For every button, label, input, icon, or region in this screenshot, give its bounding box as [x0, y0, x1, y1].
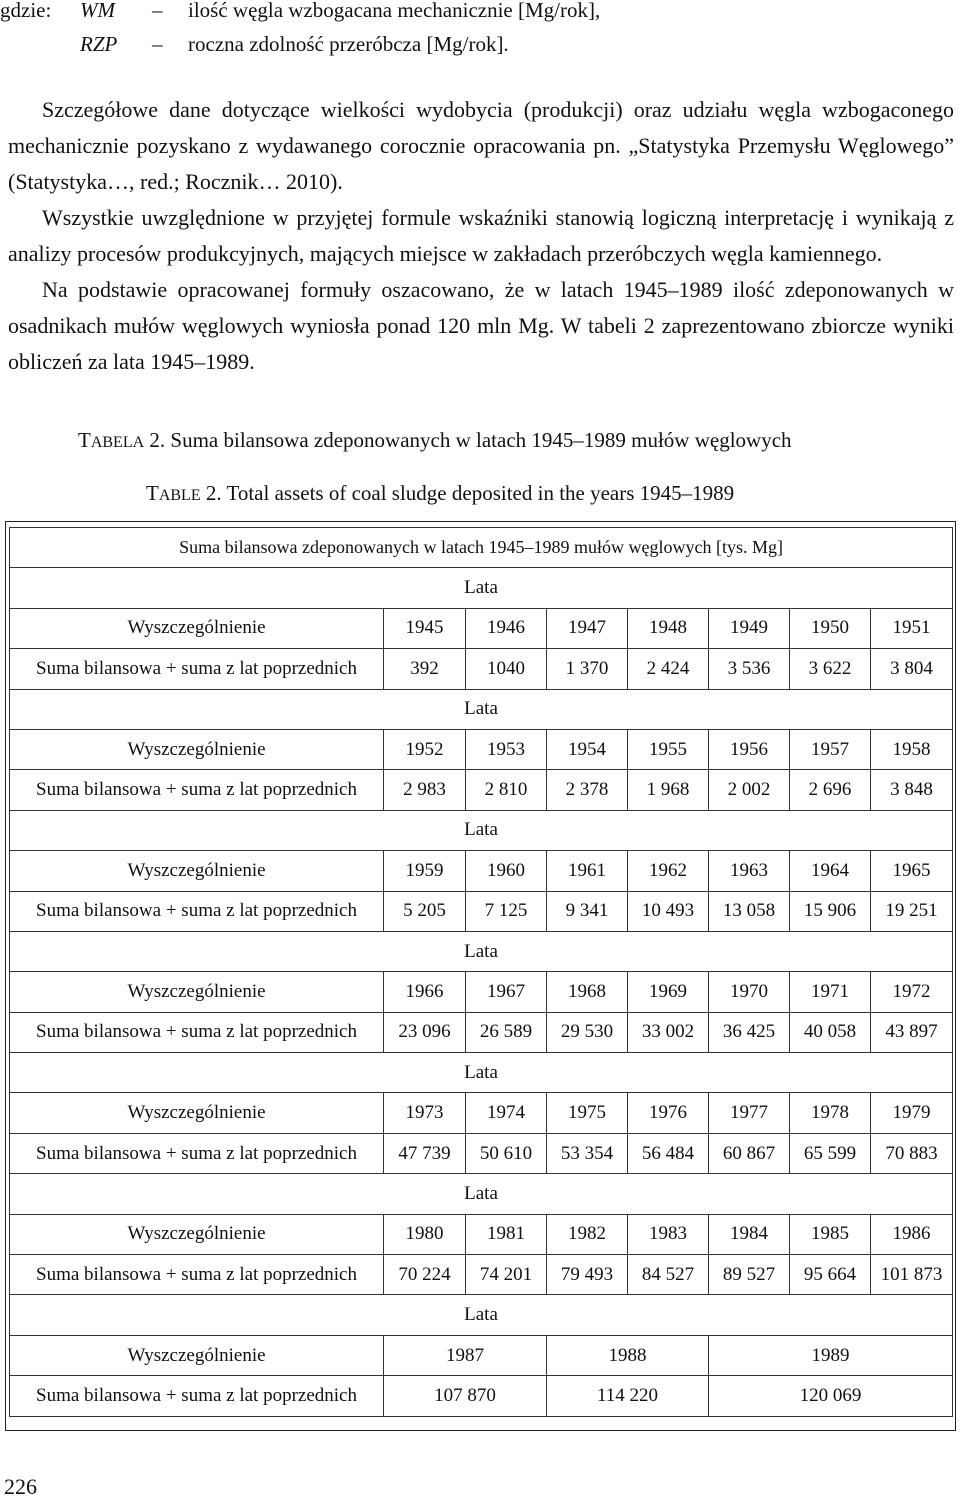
year-cell: 1980 — [384, 1214, 466, 1254]
years-row — [10, 1093, 953, 1133]
row-label: Suma bilansowa + suma z lat poprzednich — [10, 1133, 384, 1173]
lata-row — [10, 689, 953, 729]
value-cell: 1040 — [466, 649, 547, 689]
lata-row — [10, 810, 953, 850]
value-cell: 2 696 — [790, 770, 871, 810]
value-cell: 26 589 — [466, 1012, 547, 1052]
value-cell: 3 622 — [790, 649, 871, 689]
sum-row — [10, 891, 953, 931]
row-label: Suma bilansowa + suma z lat poprzednich — [10, 1255, 384, 1295]
value-cell: 2 983 — [384, 770, 466, 810]
value-cell: 50 610 — [466, 1133, 547, 1173]
sum-row — [10, 1133, 953, 1173]
year-cell: 1982 — [547, 1214, 628, 1254]
value-cell: 9 341 — [547, 891, 628, 931]
year-cell: 1983 — [628, 1214, 709, 1254]
value-cell: 70 883 — [871, 1133, 953, 1173]
table-title-row — [10, 528, 953, 568]
year-cell: 1954 — [547, 729, 628, 769]
value-cell: 114 220 — [547, 1376, 709, 1416]
year-cell: 1959 — [384, 851, 466, 891]
year-cell: 1988 — [547, 1335, 709, 1375]
year-cell: 1968 — [547, 972, 628, 1012]
data-table — [9, 527, 953, 1417]
value-cell: 15 906 — [790, 891, 871, 931]
year-cell: 1948 — [628, 608, 709, 648]
paragraph: Wszystkie uwzględnione w przyjętej formule wskaźniki stanowią logiczną interpretację i wynikają z analizy procesów produkcyjnych, mających miejsce w zakładach przeróbczych węgla kamiennego. — [8, 205, 954, 266]
year-cell: 1963 — [709, 851, 790, 891]
value-cell: 13 058 — [709, 891, 790, 931]
year-cell: 1985 — [790, 1214, 871, 1254]
lata-header: Lata — [10, 1174, 953, 1214]
year-cell: 1989 — [709, 1335, 953, 1375]
value-cell: 3 804 — [871, 649, 953, 689]
sum-row — [10, 1376, 953, 1416]
sum-row — [10, 649, 953, 689]
value-cell: 36 425 — [709, 1012, 790, 1052]
value-cell: 74 201 — [466, 1255, 547, 1295]
value-cell: 3 848 — [871, 770, 953, 810]
value-cell: 60 867 — [709, 1133, 790, 1173]
year-cell: 1970 — [709, 972, 790, 1012]
value-cell: 89 527 — [709, 1255, 790, 1295]
years-row — [10, 1214, 953, 1254]
year-cell: 1946 — [466, 608, 547, 648]
year-cell: 1979 — [871, 1093, 953, 1133]
page-number: 226 — [4, 1474, 37, 1499]
sum-row — [10, 1255, 953, 1295]
years-row — [10, 729, 953, 769]
value-cell: 19 251 — [871, 891, 953, 931]
year-cell: 1953 — [466, 729, 547, 769]
value-cell: 2 424 — [628, 649, 709, 689]
year-cell: 1977 — [709, 1093, 790, 1133]
row-label: Wyszczególnienie — [10, 1335, 384, 1375]
year-cell: 1949 — [709, 608, 790, 648]
lata-row — [10, 1174, 953, 1214]
value-cell: 53 354 — [547, 1133, 628, 1173]
year-cell: 1976 — [628, 1093, 709, 1133]
value-cell: 5 205 — [384, 891, 466, 931]
years-row — [10, 608, 953, 648]
year-cell: 1984 — [709, 1214, 790, 1254]
caption-text: 2. Suma bilansowa zdeponowanych w latach 1945–1989 mułów węglowych — [144, 428, 792, 452]
legend-dash: – — [152, 32, 163, 56]
caption-smallcaps: ABELA — [90, 434, 145, 451]
year-cell: 1961 — [547, 851, 628, 891]
row-label: Wyszczególnienie — [10, 608, 384, 648]
year-cell: 1955 — [628, 729, 709, 769]
year-cell: 1966 — [384, 972, 466, 1012]
legend-symbol: RZP — [80, 32, 118, 56]
value-cell: 392 — [384, 649, 466, 689]
year-cell: 1973 — [384, 1093, 466, 1133]
legend-description: roczna zdolność przeróbcza [Mg/rok]. — [188, 32, 509, 56]
value-cell: 107 870 — [384, 1376, 547, 1416]
year-cell: 1967 — [466, 972, 547, 1012]
lata-header: Lata — [10, 1295, 953, 1335]
year-cell: 1969 — [628, 972, 709, 1012]
caption-lead: T — [146, 481, 159, 505]
value-cell: 1 968 — [628, 770, 709, 810]
year-cell: 1952 — [384, 729, 466, 769]
row-label: Suma bilansowa + suma z lat poprzednich — [10, 649, 384, 689]
year-cell: 1965 — [871, 851, 953, 891]
row-label: Wyszczególnienie — [10, 729, 384, 769]
year-cell: 1962 — [628, 851, 709, 891]
lata-row — [10, 568, 953, 608]
lata-row — [10, 1295, 953, 1335]
value-cell: 3 536 — [709, 649, 790, 689]
year-cell: 1978 — [790, 1093, 871, 1133]
value-cell: 84 527 — [628, 1255, 709, 1295]
value-cell: 40 058 — [790, 1012, 871, 1052]
year-cell: 1986 — [871, 1214, 953, 1254]
value-cell: 43 897 — [871, 1012, 953, 1052]
value-cell: 95 664 — [790, 1255, 871, 1295]
year-cell: 1945 — [384, 608, 466, 648]
value-cell: 23 096 — [384, 1012, 466, 1052]
table-caption-pl — [0, 428, 960, 453]
row-label: Wyszczególnienie — [10, 1093, 384, 1133]
paragraph: Szczegółowe dane dotyczące wielkości wydobycia (produkcji) oraz udziału węgla wzbogaconego mechanicznie pozyskano z wydawanego corocznie opracowania pn. „Statystyka Przemysłu Węglowego” (Statystyka…, red.; Rocznik… 2010). — [8, 97, 954, 194]
value-cell: 120 069 — [709, 1376, 953, 1416]
value-cell: 2 002 — [709, 770, 790, 810]
year-cell: 1975 — [547, 1093, 628, 1133]
paragraph: Na podstawie opracowanej formuły oszacowano, że w latach 1945–1989 ilość zdeponowanych w osadnikach mułów węglowych wyniosła ponad 120 mln Mg. W tabeli 2 zaprezentowano zbiorcze wyniki obliczeń za lata 1945–1989. — [8, 277, 954, 374]
lata-row — [10, 931, 953, 971]
table-title: Suma bilansowa zdeponowanych w latach 1945–1989 mułów węglowych [tys. Mg] — [10, 528, 953, 568]
legend-symbol: WM — [80, 0, 115, 22]
value-cell: 10 493 — [628, 891, 709, 931]
year-cell: 1951 — [871, 608, 953, 648]
caption-smallcaps: ABLE — [158, 487, 201, 504]
caption-lead: T — [78, 428, 91, 452]
year-cell: 1957 — [790, 729, 871, 769]
year-cell: 1981 — [466, 1214, 547, 1254]
value-cell: 2 810 — [466, 770, 547, 810]
value-cell: 65 599 — [790, 1133, 871, 1173]
year-cell: 1947 — [547, 608, 628, 648]
year-cell: 1987 — [384, 1335, 547, 1375]
row-label: Wyszczególnienie — [10, 972, 384, 1012]
value-cell: 1 370 — [547, 649, 628, 689]
row-label: Wyszczególnienie — [10, 1214, 384, 1254]
value-cell: 2 378 — [547, 770, 628, 810]
value-cell: 7 125 — [466, 891, 547, 931]
value-cell: 47 739 — [384, 1133, 466, 1173]
years-row — [10, 1335, 953, 1375]
body-text — [8, 92, 954, 380]
year-cell: 1972 — [871, 972, 953, 1012]
value-cell: 33 002 — [628, 1012, 709, 1052]
legend-description: ilość węgla wzbogacana mechanicznie [Mg/rok], — [188, 0, 601, 22]
value-cell: 56 484 — [628, 1133, 709, 1173]
sum-row — [10, 1012, 953, 1052]
sum-row — [10, 770, 953, 810]
lata-row — [10, 1053, 953, 1093]
caption-text: 2. Total assets of coal sludge deposited in the years 1945–1989 — [200, 481, 735, 505]
lata-header: Lata — [10, 810, 953, 850]
year-cell: 1950 — [790, 608, 871, 648]
years-row — [10, 972, 953, 1012]
lata-header: Lata — [10, 1053, 953, 1093]
table-caption-en — [0, 481, 960, 506]
row-label: Suma bilansowa + suma z lat poprzednich — [10, 1012, 384, 1052]
row-label: Suma bilansowa + suma z lat poprzednich — [10, 891, 384, 931]
value-cell: 101 873 — [871, 1255, 953, 1295]
lata-header: Lata — [10, 931, 953, 971]
year-cell: 1956 — [709, 729, 790, 769]
row-label: Suma bilansowa + suma z lat poprzednich — [10, 1376, 384, 1416]
year-cell: 1974 — [466, 1093, 547, 1133]
row-label: Wyszczególnienie — [10, 851, 384, 891]
years-row — [10, 851, 953, 891]
year-cell: 1960 — [466, 851, 547, 891]
lata-header: Lata — [10, 568, 953, 608]
value-cell: 70 224 — [384, 1255, 466, 1295]
year-cell: 1964 — [790, 851, 871, 891]
value-cell: 29 530 — [547, 1012, 628, 1052]
value-cell: 79 493 — [547, 1255, 628, 1295]
year-cell: 1958 — [871, 729, 953, 769]
lata-header: Lata — [10, 689, 953, 729]
legend-dash: – — [152, 0, 163, 22]
row-label: Suma bilansowa + suma z lat poprzednich — [10, 770, 384, 810]
year-cell: 1971 — [790, 972, 871, 1012]
legend-prefix: gdzie: — [0, 0, 52, 22]
